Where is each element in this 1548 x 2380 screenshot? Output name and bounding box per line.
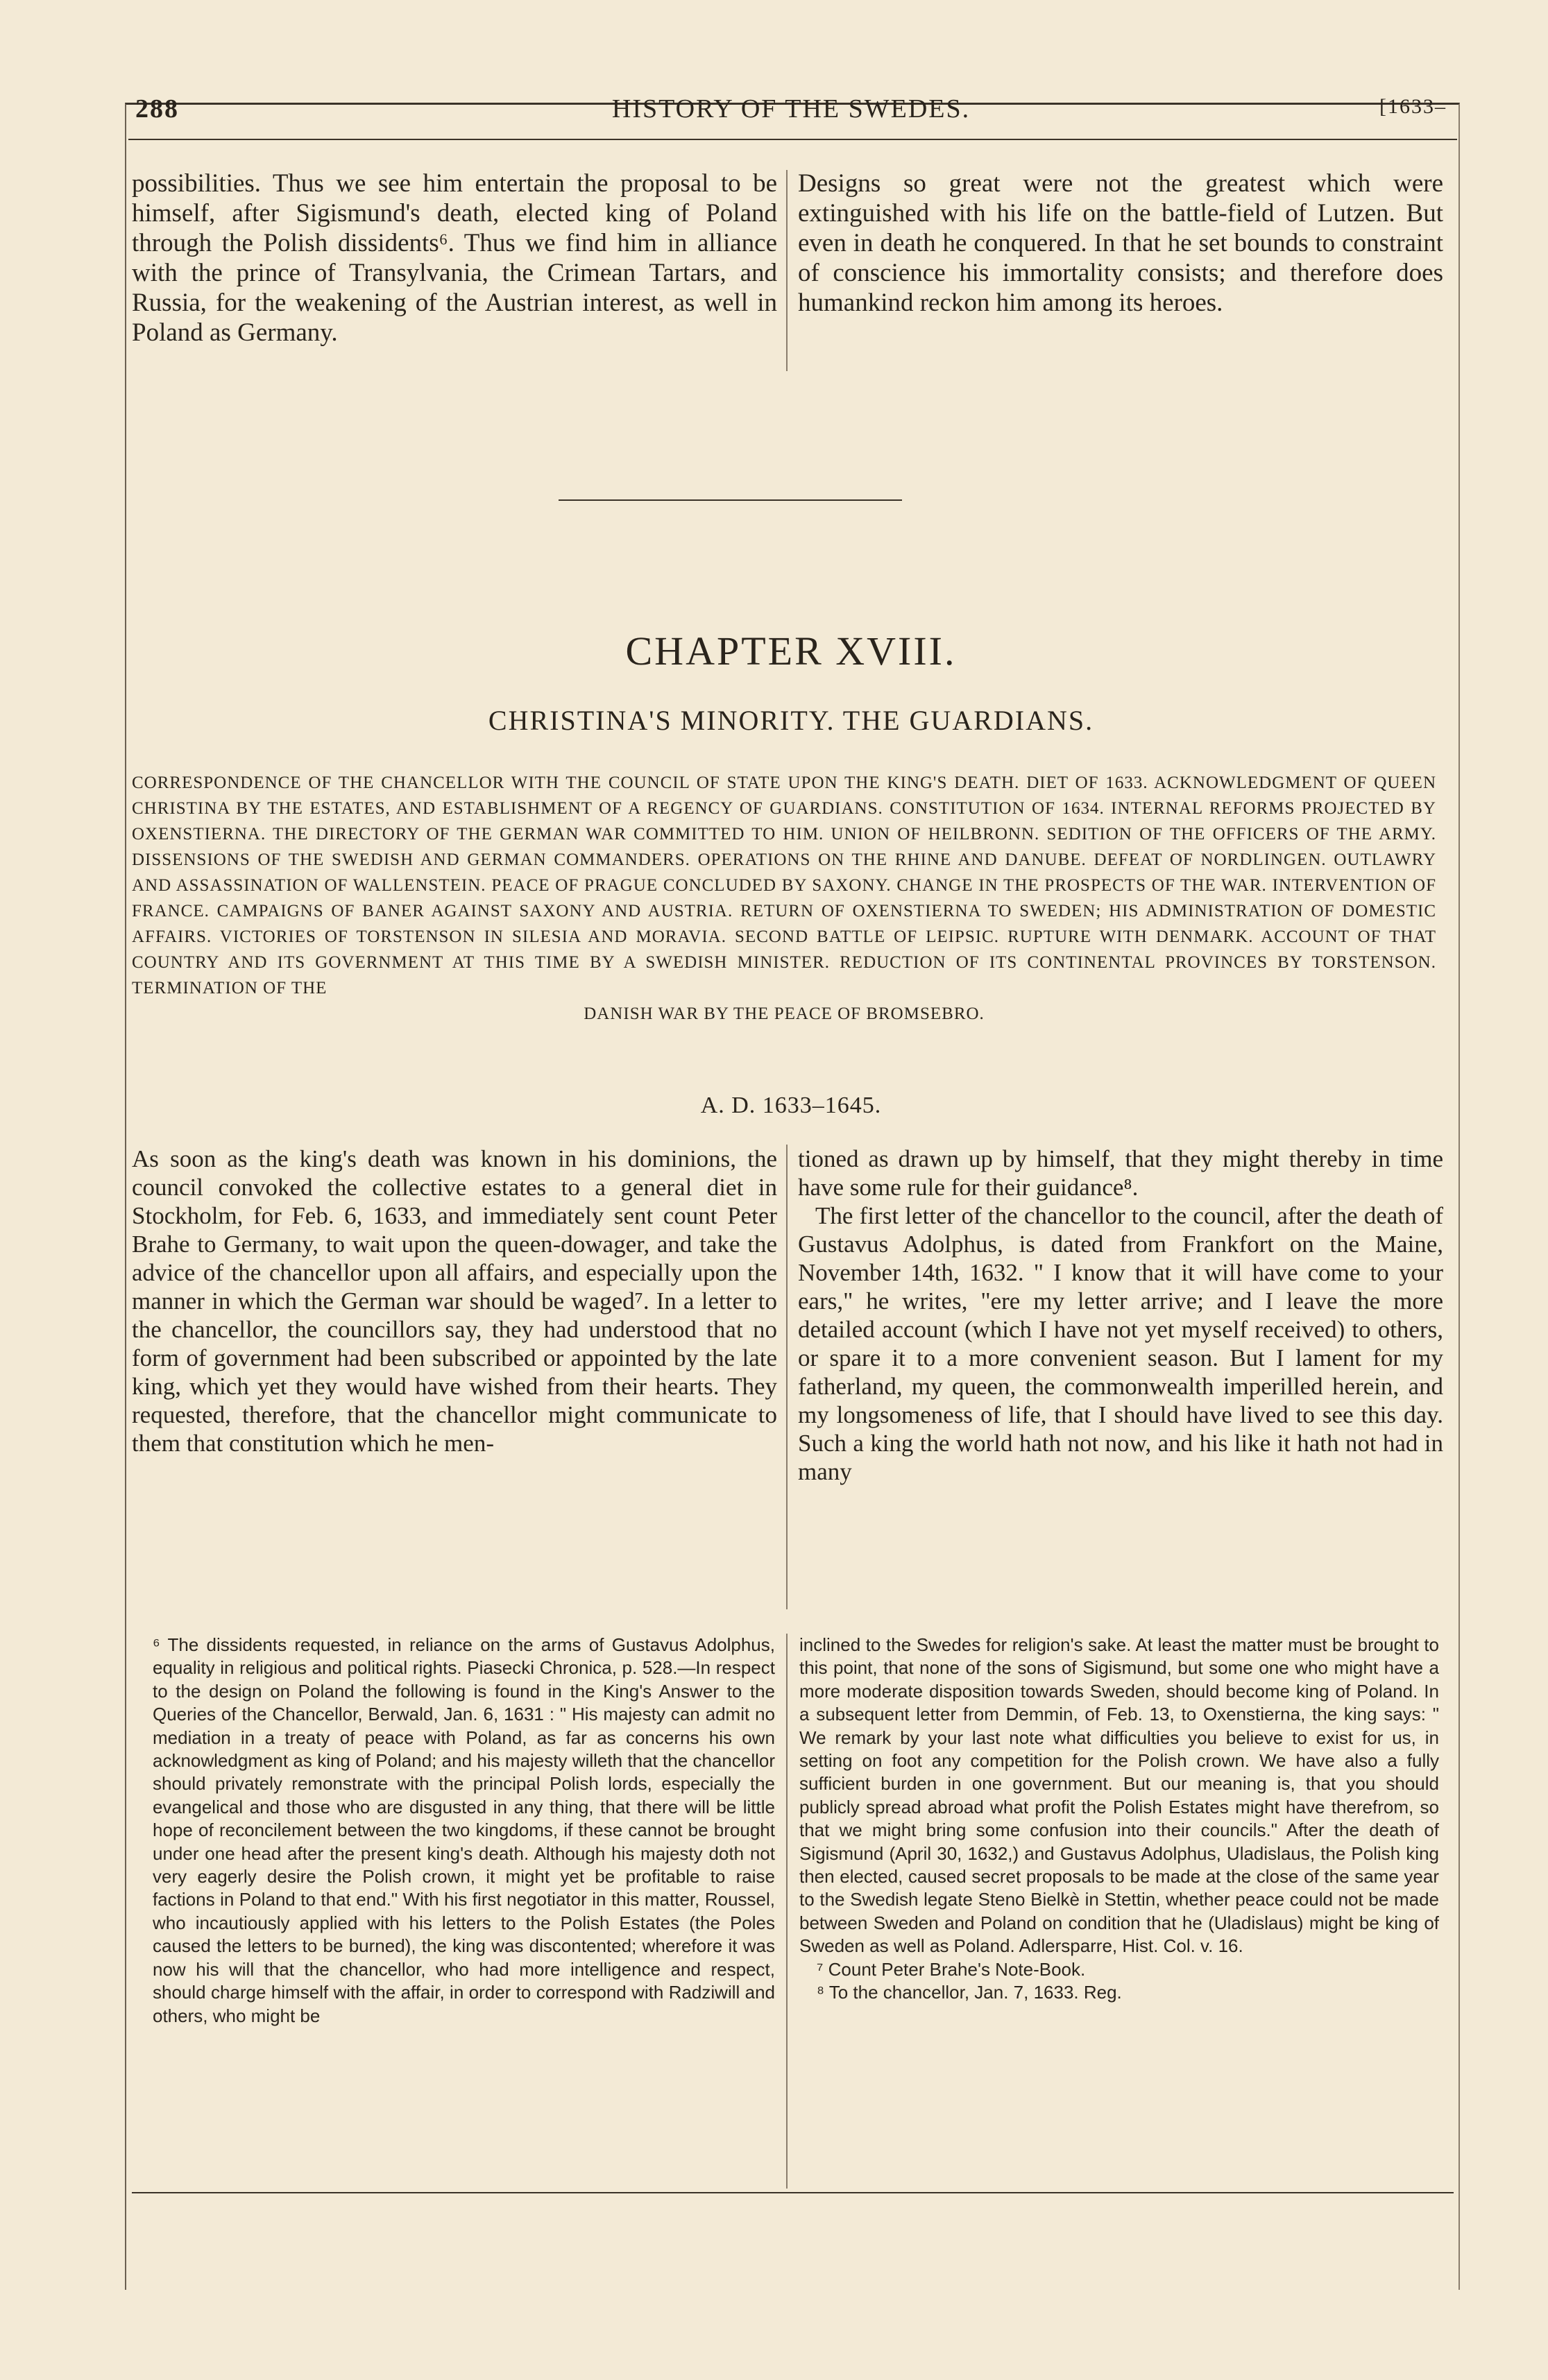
synopsis-last-line: DANISH WAR BY THE PEACE OF BROMSEBRO.	[584, 1004, 985, 1023]
footnotes-right	[799, 1634, 1439, 2005]
header-rule	[128, 139, 1457, 140]
page-header	[135, 94, 1447, 142]
synopsis-text: CORRESPONDENCE OF THE CHANCELLOR WITH THE COUNCIL OF STATE UPON THE KING'S DEATH. DIET OF 1633. ACKNOWLEDGMENT OF QUEEN CHRISTINA BY THE ESTATES, AND ESTABLISHMENT OF A REGENCY OF GUARDIANS. CONSTITUTION OF 1634. INTERNAL REFORMS PROJECTED BY OXENSTIERNA. THE DIRECTORY OF THE GERMAN WAR COMMITTED TO HIM. UNION OF HEILBRONN. SEDITION OF THE OFFICERS OF THE ARMY. DISSENSIONS OF THE SWEDISH AND GERMAN COMMANDERS. OPERATIONS ON THE RHINE AND DANUBE. DEFEAT OF NORDLINGEN. OUTLAWRY AND ASSASSINATION OF WALLENSTEIN. PEACE OF PRAGUE CONCLUDED BY SAXONY. CHANGE IN THE PROSPECTS OF THE WAR. INTERVENTION OF FRANCE. CAMPAIGNS OF BANER AGAINST SAXONY AND AUSTRIA. RETURN OF OXENSTIERNA TO SWEDEN; HIS ADMINISTRATION OF DOMESTIC AFFAIRS. VICTORIES OF TORSTENSON IN SILESIA AND MORAVIA. SECOND BATTLE OF LEIPSIC. RUPTURE WITH DENMARK. ACCOUNT OF THAT COUNTRY AND ITS GOVERNMENT AT THIS TIME BY A SWEDISH MINISTER. REDUCTION OF ITS CONTINENTAL PROVINCES BY TORSTENSON. TERMINATION OF THE	[132, 773, 1436, 998]
chapter-title: CHAPTER XVIII.	[625, 628, 957, 674]
footnote-6-continued: inclined to the Swedes for religion's sake. At least the matter must be brought to this point, that none of the sons of Sigismund, but some one who might have a more moderate disposition towards Sweden, should become king of Poland. In a subsequent letter from Demmin, of Feb. 13, to Oxenstierna, the king says: " We remark by your last note what difficulties you believe to exist for us, in setting on foot any competition for the Polish crown. We have also a fully sufficient burden in one government. But our meaning is, that you should publicly spread abroad what profit the Polish Estates might have therefrom, so that we might bring some confusion into their councils." After the death of Sigismund (April 30, 1632,) and Gustavus Adolphus, Uladislaus, the Polish king then elected, caused secret proposals to be made at the close of the same year to the Swedish legate Steno Bielkè in Stettin, whether peace could not be made between Sweden and Poland on condition that he (Uladislaus) might be king of Sweden as well as Poland. Adlersparre, Hist. Col. v. 16.	[799, 1634, 1439, 1957]
footnote-6: ⁶ The dissidents requested, in reliance on the arms of Gustavus Adolphus, equality in religious and political rights. Piasecki Chronica, p. 528.—In respect to the design on Poland the following is found in the King's Answer to the Queries of the Chancellor, Berwald, Jan. 6, 1631 : " His majesty can admit no mediation in a treaty of peace with Poland, as far as concerns his own acknowledgment as king of Poland; and his majesty willeth that the chancellor should privately remonstrate with the principal Polish lords, especially the evangelical and those who are disgusted in any thing, that there will be little hope of reconcilement between the two kingdoms, if these cannot be brought under one head after the present king's death. Although his majesty doth not very eagerly desire the Polish crown, it might yet be profitable to raise factions in Poland to that end." With his first negotiator in this matter, Roussel, who incautiously applied with his letters to the Polish Estates (the Poles caused the letters to be burned), the king was discontented; wherefore it was now his will that the chancellor, who had more intelligence and respect, should charge himself with the affair, in order to correspond with Radziwill and others, who might be	[153, 1634, 775, 2026]
top-left-paragraph: possibilities. Thus we see him entertain the proposal to be himself, after Sigismund's death, elected king of Poland through the Polish dissidents⁶. Thus we find him in alliance with the prince of Transylvania, the Crimean Tartars, and Russia, for the weakening of the Austrian interest, as well in Poland as Germany.	[132, 169, 777, 347]
body-right-paragraph-1: tioned as drawn up by himself, that they might thereby in time have some rule for their guidance⁸.	[798, 1145, 1443, 1201]
body-left-paragraph: As soon as the king's death was known in his dominions, the council convoked the collective estates to a general diet in Stockholm, for Feb. 6, 1633, and immediately sent count Peter Brahe to Germany, to wait upon the queen-dowager, and take the advice of the chancellor upon all affairs, and especially upon the manner in which the German war should be waged⁷. In a letter to the chancellor, the councillors say, they had understood that no form of government had been subscribed or appointed by the late king, which yet they would have wished from their hearts. They requested, therefore, that the chancellor might communicate to them that constitution which he men-	[132, 1145, 777, 1457]
body-column-divider	[786, 1145, 788, 1609]
footnotes-left	[135, 1634, 775, 2028]
body-right-paragraph-2: The first letter of the chancellor to the council, after the death of Gustavus Adolphus, is dated from Frankfort on the Maine, November 14th, 1632. " I know that it will have come to your ears," he writes, "ere my letter arrive; and I leave the more detailed account (which I have not yet myself received) to others, or spare it to a more convenient season. But I lament for my fatherland, my queen, the commonwealth imperilled herein, and my longsomeness of life, that I should have lived to see this day. Such a king the world hath not now, and his like it hath not had in many	[798, 1202, 1443, 1485]
top-right-paragraph: Designs so great were not the greatest which were extinguished with his life on the battle-field of Lutzen. But even in death he conquered. In that he set bounds to constraint of conscience his immortality consists; and therefore does humankind reckon him among its heroes.	[798, 169, 1443, 317]
section-rule	[559, 499, 902, 501]
chapter-date: A. D. 1633–1645.	[700, 1093, 882, 1118]
top-left-column	[132, 169, 777, 348]
running-title: HISTORY OF THE SWEDES.	[611, 94, 971, 123]
footnote-column-divider	[786, 1634, 788, 2189]
top-right-column	[798, 169, 1443, 318]
body-right-column	[798, 1145, 1443, 1486]
date-range: [1633–	[1379, 95, 1447, 118]
page-number: 288	[135, 94, 179, 123]
top-column-divider	[786, 170, 788, 371]
chapter-synopsis	[132, 770, 1436, 1027]
footnote-7: ⁷ Count Peter Brahe's Note-Book.	[817, 1958, 1086, 1980]
body-left-column	[132, 1145, 777, 1457]
chapter-subtitle: CHRISTINA'S MINORITY. THE GUARDIANS.	[488, 705, 1094, 736]
footnote-8: ⁸ To the chancellor, Jan. 7, 1633. Reg.	[817, 1982, 1122, 2003]
bottom-rule	[132, 2192, 1454, 2193]
